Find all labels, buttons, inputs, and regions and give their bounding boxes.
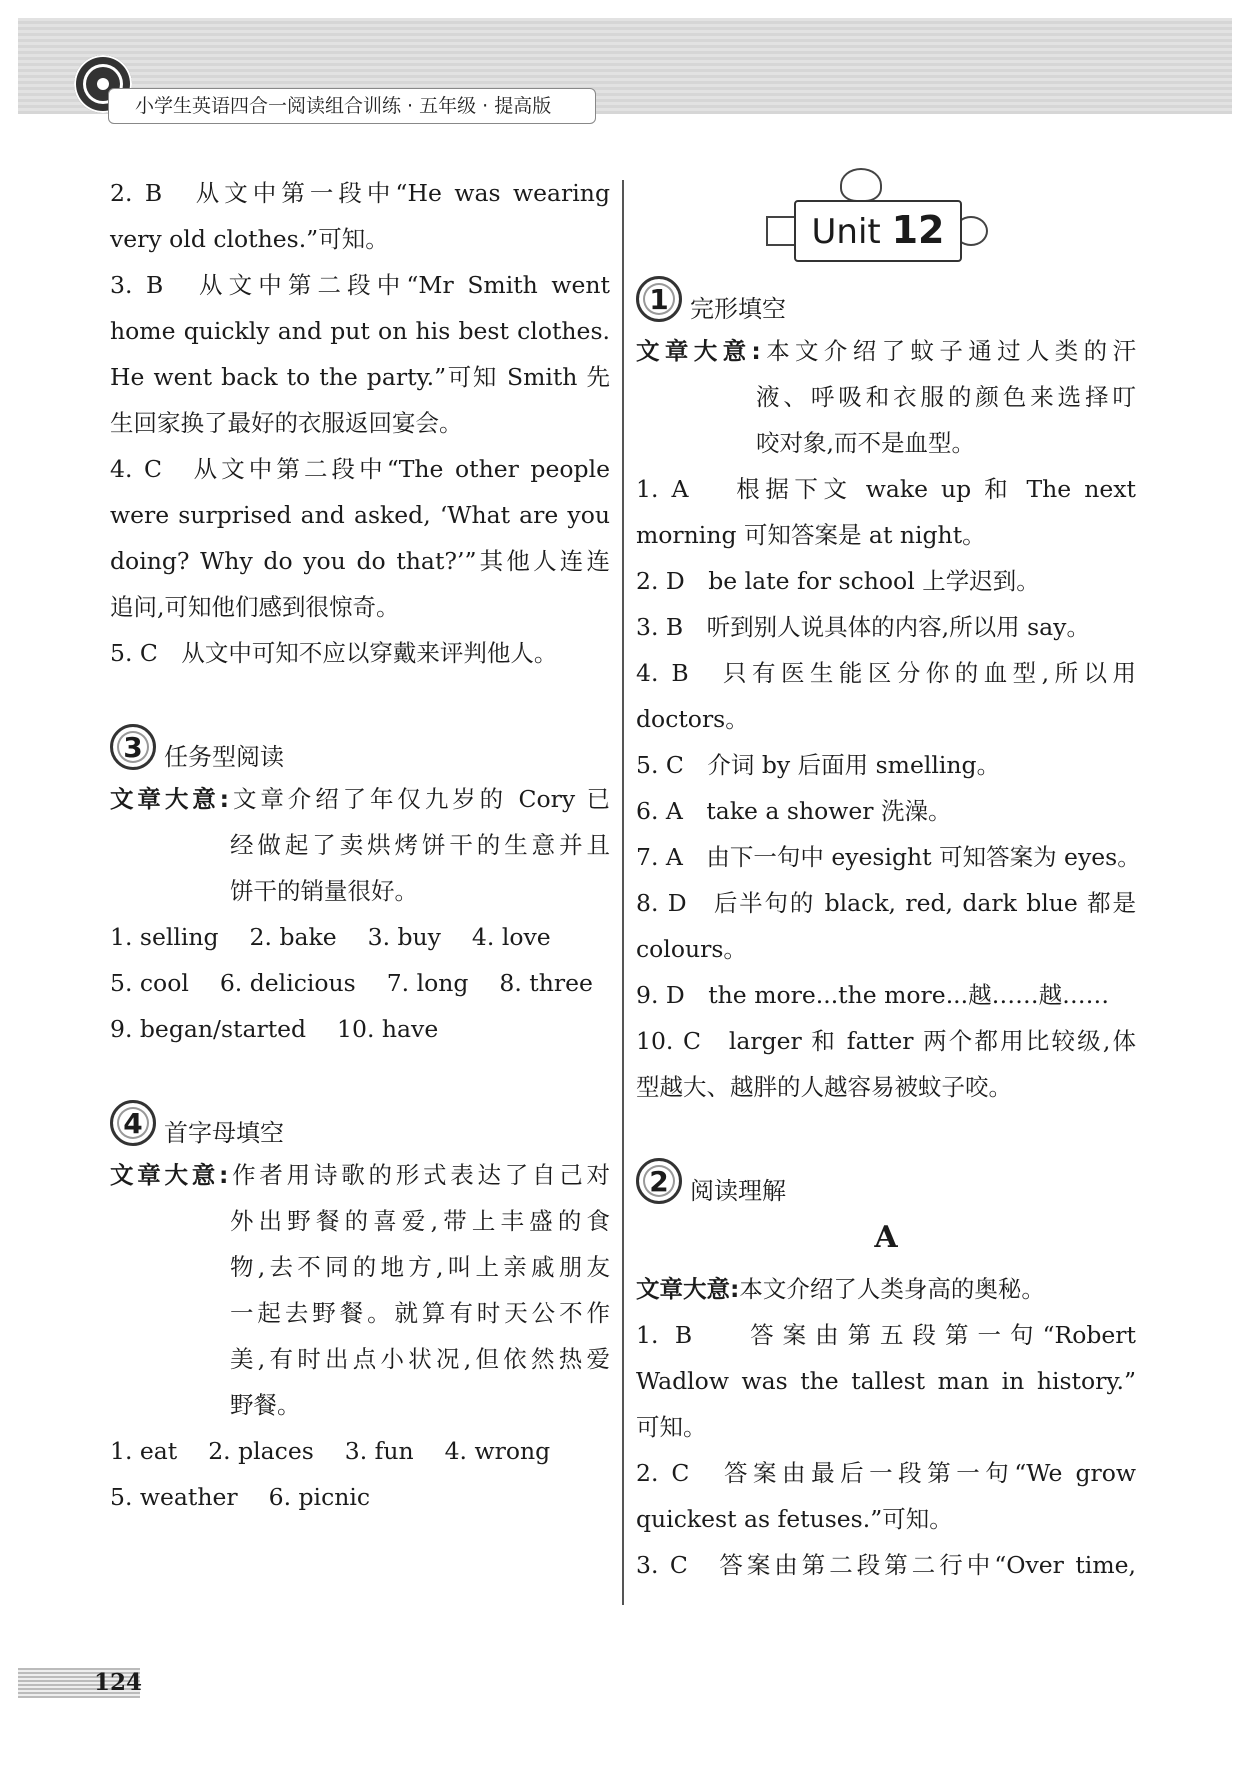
unit-heading [636, 160, 1136, 270]
section-3-heading [110, 718, 610, 776]
summary-text: 作者用诗歌的形式表达了自己对 [228, 1161, 610, 1189]
cartoon-girl-icon [840, 168, 882, 202]
summary-line [110, 1152, 610, 1198]
answer-line: 3. B 从文中第二段中“Mr Smith went [110, 271, 610, 299]
unit-word: Unit [811, 212, 881, 252]
answer-line: 5. C 从文中可知不应以穿戴来评判他人。 [110, 639, 558, 667]
summary-line: 外出野餐的喜爱,带上丰盛的食 [230, 1207, 610, 1235]
section-number-badge: 3 [110, 724, 156, 770]
answer-line: doctors。 [636, 705, 749, 733]
answer-line: were surprised and asked, ‘What are you [110, 501, 610, 529]
answer-line: 2. B 从文中第一段中“He was wearing [110, 179, 610, 207]
answer-line: 型越大、越胖的人越容易被蚊子咬。 [636, 1073, 1012, 1101]
right-column [636, 160, 1141, 1588]
section-4-heading [110, 1094, 610, 1152]
answer-line: 1. A 根据下文 wake up 和 The next [636, 475, 1136, 503]
answer-line: 3. C 答案由第二段第二行中“Over time, [636, 1551, 1136, 1579]
unit-number: 12 [891, 208, 945, 252]
left-column [110, 170, 610, 1520]
summary-label: 文章大意: [636, 1275, 740, 1303]
answer-line: quickest as fetuses.”可知。 [636, 1505, 953, 1533]
summary-label: 文章大意: [110, 1161, 229, 1189]
answer-line: 10. C larger 和 fatter 两个都用比较级,体 [636, 1027, 1136, 1055]
summary-line: 饼干的销量很好。 [230, 877, 418, 905]
summary-line [636, 1266, 1136, 1312]
summary-label: 文章大意: [110, 785, 230, 813]
answer-line: 1. B 答案由第五段第一句“Robert [636, 1321, 1136, 1349]
answer-line: 3. B 听到别人说具体的内容,所以用 say。 [636, 613, 1090, 641]
answer-line: 7. A 由下一句中 eyesight 可知答案为 eyes。 [636, 843, 1141, 871]
series-title: 小学生英语四合一阅读组合训练 · 五年级 · 提高版 [108, 88, 596, 124]
summary-line [110, 776, 610, 822]
answer-line: 生回家换了最好的衣服返回宴会。 [110, 409, 463, 437]
summary-line: 野餐。 [230, 1391, 301, 1419]
summary-text: 本文介绍了蚊子通过人类的汗 [760, 337, 1137, 365]
section-number-badge: 4 [110, 1100, 156, 1146]
answer-line: 4. C 从文中第二段中“The other people [110, 455, 610, 483]
answer-line: colours。 [636, 935, 747, 963]
answer-line: 8. D 后半句的 black, red, dark blue 都是 [636, 889, 1136, 917]
section-1-heading [636, 270, 1136, 328]
section-2-heading [636, 1152, 1136, 1210]
section-number-badge: 2 [636, 1158, 682, 1204]
section-title: 完形填空 [690, 294, 786, 323]
summary-line: 美,有时出点小状况,但依然热爱 [230, 1345, 610, 1373]
answer-line: home quickly and put on his best clothes. [110, 317, 610, 345]
answer-line: very old clothes.”可知。 [110, 225, 389, 253]
answer-line: 6. A take a shower 洗澡。 [636, 797, 952, 825]
answer-line: 2. C 答案由最后一段第一句“We grow [636, 1459, 1136, 1487]
summary-line: 经做起了卖烘烤饼干的生意并且 [230, 831, 610, 859]
summary-label: 文章大意: [636, 337, 761, 365]
summary-line: 物,去不同的地方,叫上亲戚朋友 [230, 1253, 610, 1281]
answer-line: doing? Why do you do that?’”其他人连连 [110, 547, 610, 575]
section-title: 阅读理解 [690, 1176, 786, 1205]
answer-line: 4. B 只有医生能区分你的血型,所以用 [636, 659, 1136, 687]
part-label: A [874, 1220, 898, 1255]
answer-line: 1. selling 2. bake 3. buy 4. love [110, 923, 551, 951]
page-number-tab [18, 1668, 143, 1698]
answer-line: 1. eat 2. places 3. fun 4. wrong [110, 1437, 551, 1465]
page-number: 124 [94, 1669, 143, 1696]
answer-line: 可知。 [636, 1413, 707, 1441]
answer-line: 9. began/started 10. have [110, 1015, 439, 1043]
summary-text: 本文介绍了人类身高的奥秘。 [739, 1275, 1045, 1303]
answer-line: 5. weather 6. picnic [110, 1483, 371, 1511]
answer-line: morning 可知答案是 at night。 [636, 521, 986, 549]
summary-line [636, 328, 1136, 374]
answer-line: He went back to the party.”可知 Smith 先 [110, 363, 610, 391]
summary-line: 咬对象,而不是血型。 [756, 429, 975, 457]
section-number-badge: 1 [636, 276, 682, 322]
answer-line: 5. cool 6. delicious 7. long 8. three [110, 969, 593, 997]
answer-line: 5. C 介词 by 后面用 smelling。 [636, 751, 1001, 779]
summary-text: 文章介绍了年仅九岁的 Cory 已 [229, 785, 610, 813]
answer-line: 9. D the more...the more...越……越…… [636, 981, 1110, 1009]
unit-label [794, 200, 962, 262]
answer-line: 追问,可知他们感到很惊奇。 [110, 593, 400, 621]
answer-line: Wadlow was the tallest man in history.” [636, 1367, 1136, 1395]
summary-line: 一起去野餐。就算有时天公不作 [230, 1299, 610, 1327]
section-title: 任务型阅读 [164, 742, 284, 771]
summary-line: 液、呼吸和衣服的颜色来选择叮 [756, 383, 1136, 411]
section-title: 首字母填空 [164, 1118, 284, 1147]
column-divider [622, 180, 624, 1605]
answer-line: 2. D be late for school 上学迟到。 [636, 567, 1040, 595]
